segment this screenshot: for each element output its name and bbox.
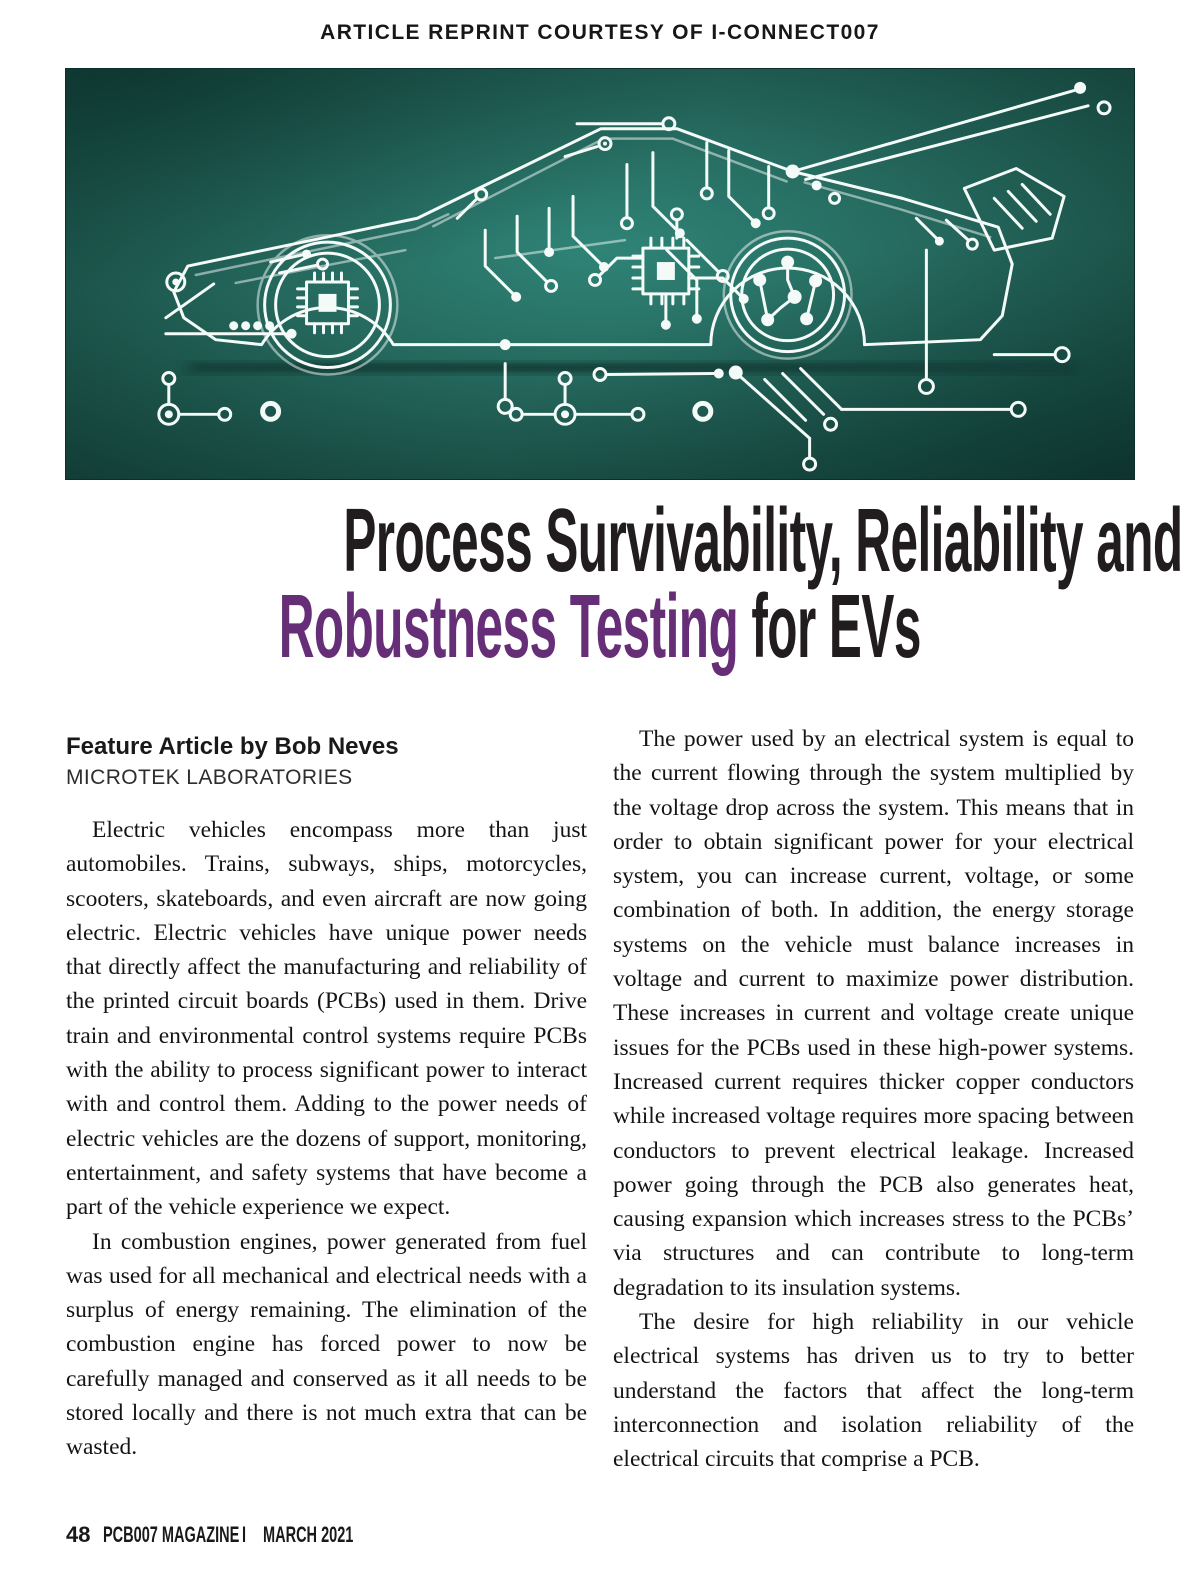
title-line-2 bbox=[0, 577, 1200, 677]
header-banner bbox=[0, 21, 1200, 45]
left-column-text bbox=[66, 813, 587, 1465]
issue-date-wrap bbox=[263, 1522, 354, 1548]
left-column bbox=[66, 722, 587, 1477]
page-number: 48 bbox=[66, 1522, 91, 1547]
byline-author: Feature Article by Bob Neves bbox=[66, 733, 399, 760]
article-body bbox=[66, 722, 1134, 1477]
header-banner-text: ARTICLE REPRINT COURTESY OF I-CONNECT007 bbox=[320, 21, 880, 44]
byline-organization: MICROTEK LABORATORIES bbox=[66, 766, 353, 789]
magazine-name: PCB007 MAGAZINE bbox=[103, 1522, 240, 1547]
title-line-1 bbox=[0, 491, 1200, 591]
byline bbox=[66, 732, 587, 791]
paragraph: The power used by an electrical system is equal to the current flowing through the system multiplied by the voltage drop across the system. This means that in order to obtain significant power for your electrical system, you can increase current, voltage, or some combination of both. In addition, the energy storage systems on the vehicle must balance increases in voltage and current to maximize power distribution. These increases in current and voltage create unique issues for the PCBs used in these high-power systems. Increased current requires thicker copper conductors while increased voltage requires more spacing between conductors to prevent electrical leakage. Increased power going through the PCB also generates heat, causing expansion which increases stress to the PCBs’ via structures and can contribute to long-term degradation to its insulation systems. bbox=[613, 726, 1134, 1301]
title-highlight-text: Robustness Testing bbox=[278, 577, 739, 677]
title-line-1-text: Process Survivability, Reliability and bbox=[343, 491, 1183, 591]
footer-separator: I bbox=[242, 1522, 247, 1547]
paragraph: Electric vehicles encompass more than just automobiles. Trains, subways, ships, motorcycles, scooters, skateboards, and even aircraft are now going electric. Electric vehicles have unique power needs that directly affect the manufacturing and reliability of the printed circuit boards (PCBs) used in them. Drive train and environmental control systems require PCBs with the ability to process significant power to interact with and control them. Adding to the power needs of electric vehicles are the dozens of support, monitoring, entertainment, and safety systems that have become a part of the vehicle experience we expect. bbox=[66, 817, 587, 1221]
title-rest-text: for EVs bbox=[738, 577, 922, 677]
issue-date: MARCH 2021 bbox=[263, 1522, 354, 1547]
page-footer bbox=[66, 1522, 354, 1548]
right-column bbox=[613, 722, 1134, 1477]
hero-illustration bbox=[66, 69, 1134, 479]
magazine-name-wrap bbox=[103, 1522, 240, 1548]
right-column-text bbox=[613, 722, 1134, 1477]
hero-image bbox=[65, 68, 1135, 480]
footer-separator-wrap bbox=[242, 1522, 250, 1548]
paragraph: The desire for high reliability in our vehicle electrical systems has driven us to try to better understand the factors that affect the long-term interconnection and isolation reliability of the electrical circuits that comprise a PCB. bbox=[613, 1309, 1134, 1473]
article-title bbox=[0, 491, 1200, 677]
paragraph: In combustion engines, power generated from fuel was used for all mechanical and electrical needs with a surplus of energy remaining. The elimination of the combustion engine has forced power to now be carefully managed and conserved as it all needs to be stored locally and there is not much extra that can be wasted. bbox=[66, 1228, 587, 1461]
